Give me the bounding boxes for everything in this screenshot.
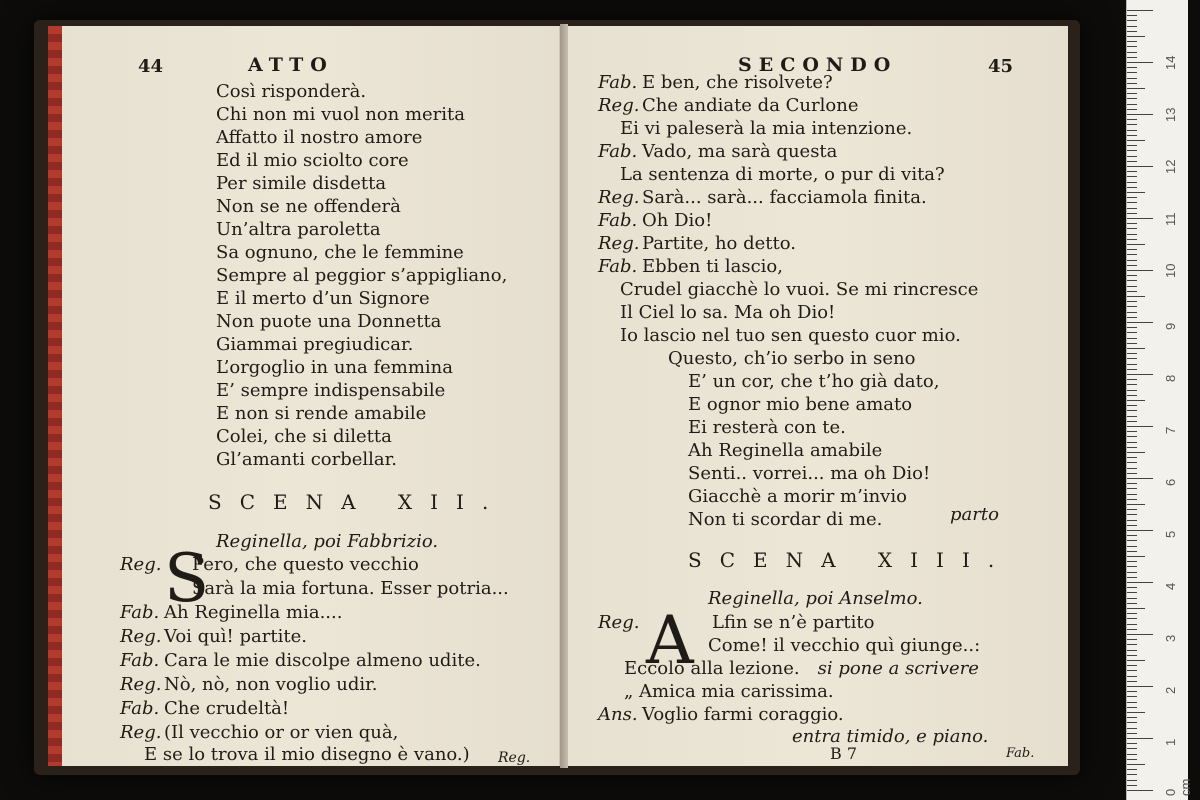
ruler-tick — [1127, 540, 1137, 541]
ruler-tick — [1127, 364, 1137, 365]
ruler-tick — [1127, 150, 1137, 151]
ruler-tick — [1127, 249, 1137, 250]
ruler-tick — [1127, 431, 1137, 432]
ruler-tick — [1127, 462, 1137, 463]
ruler-tick — [1127, 52, 1137, 53]
ruler-tick — [1127, 218, 1153, 219]
left-running-head: ATTO — [248, 54, 334, 76]
ruler-tick — [1127, 176, 1137, 177]
ruler-tick — [1127, 322, 1153, 323]
ruler-number: 8 — [1163, 374, 1178, 382]
dialogue-text: Sarà... sarà... facciamola finita. — [642, 187, 927, 208]
ruler-tick — [1127, 436, 1137, 437]
ruler-tick — [1127, 582, 1153, 583]
ruler-number: 14 — [1163, 55, 1178, 70]
ruler-tick — [1127, 488, 1137, 489]
ruler-tick — [1127, 306, 1137, 307]
ruler-tick — [1127, 301, 1137, 302]
ruler-tick — [1127, 410, 1137, 411]
ruler-tick — [1127, 577, 1137, 578]
speaker-label: Reg. — [120, 626, 162, 647]
ruler-tick — [1127, 728, 1137, 729]
ruler-tick — [1127, 618, 1137, 619]
ruler-tick — [1127, 244, 1145, 245]
ruler-tick — [1127, 504, 1145, 505]
ruler-tick — [1127, 483, 1137, 484]
stage-direction: entra timido, e piano. — [792, 726, 989, 747]
ruler-tick — [1127, 598, 1137, 599]
ruler-number: 12 — [1163, 159, 1178, 174]
ruler-tick — [1127, 738, 1153, 739]
ruler-tick — [1127, 197, 1137, 198]
ruler-tick — [1127, 551, 1137, 552]
ruler-tick — [1127, 374, 1153, 375]
dialogue-line — [120, 554, 419, 575]
dialogue-text: Ah Reginella mia.... — [164, 602, 343, 623]
ruler-tick — [1127, 390, 1137, 391]
ruler-tick — [1127, 182, 1137, 183]
dialogue-line — [598, 612, 875, 633]
ruler-tick — [1127, 93, 1137, 94]
ruler-tick — [1127, 473, 1137, 474]
ruler-tick — [1127, 608, 1145, 609]
ruler-tick — [1127, 520, 1137, 521]
ruler-tick — [1127, 733, 1137, 734]
ruler-tick — [1127, 26, 1137, 27]
speaker-label: Fab. — [120, 698, 160, 719]
dialogue-line — [624, 658, 979, 679]
speaker-label: Fab. — [598, 141, 638, 162]
verse-line: Così risponderà. — [216, 81, 367, 102]
catchword: Fab. — [1006, 746, 1035, 761]
ruler-tick — [1127, 650, 1137, 651]
ruler-tick — [1127, 676, 1137, 677]
ruler-tick — [1127, 395, 1137, 396]
dialogue-line — [598, 141, 837, 162]
verse-line: Per simile disdetta — [216, 173, 387, 194]
ruler-number: 1 — [1163, 738, 1178, 746]
ruler-tick — [1127, 780, 1137, 781]
ruler-number: 9 — [1163, 322, 1178, 330]
speaker-label: Reg. — [120, 722, 162, 743]
ruler-tick — [1127, 629, 1137, 630]
ruler-tick — [1127, 124, 1137, 125]
ruler-tick — [1127, 291, 1137, 292]
ruler-number: 4 — [1163, 582, 1178, 590]
dialogue-line: Ei vi paleserà la mia intenzione. — [620, 118, 913, 139]
ruler-tick — [1127, 234, 1137, 235]
dialogue-line — [120, 674, 377, 695]
drop-capital: A — [646, 602, 694, 679]
ruler-tick — [1127, 166, 1153, 167]
aria-line: Questo, ch’io serbo in seno — [668, 348, 916, 369]
dialogue-line — [120, 626, 307, 647]
ruler-tick — [1127, 572, 1137, 573]
verse-line: Sempre al peggior s’appigliano, — [216, 265, 508, 286]
verse-line: Colei, che si diletta — [216, 426, 392, 447]
dialogue-line — [120, 650, 481, 671]
speaker-label: Ans. — [598, 704, 638, 725]
red-page-edge — [48, 26, 62, 766]
dialogue-line: Il Ciel lo sa. Ma oh Dio! — [620, 302, 836, 323]
ruler-tick — [1127, 478, 1153, 479]
verse-line: E non si rende amabile — [216, 403, 427, 424]
ruler-tick — [1127, 187, 1137, 188]
aria-line: Senti.. vorrei... ma oh Dio! — [688, 463, 931, 484]
ruler-number: 11 — [1163, 212, 1178, 226]
left-page — [48, 26, 560, 766]
verse-line: Affatto il nostro amore — [216, 127, 423, 148]
ruler-tick — [1127, 202, 1137, 203]
scene-persons: Reginella, poi Anselmo. — [708, 588, 923, 609]
ruler-tick — [1127, 566, 1137, 567]
ruler-tick — [1127, 774, 1137, 775]
ruler-tick — [1127, 426, 1153, 427]
ruler-tick — [1127, 447, 1137, 448]
ruler-tick — [1127, 535, 1137, 536]
ruler-tick — [1127, 130, 1137, 131]
ruler-tick — [1127, 332, 1137, 333]
ruler-tick — [1127, 400, 1145, 401]
ruler-tick — [1127, 509, 1137, 510]
ruler-tick — [1127, 156, 1137, 157]
ruler-number: 5 — [1163, 530, 1178, 538]
ruler-tick — [1127, 338, 1137, 339]
verse-line: L’orgoglio in una femmina — [216, 357, 453, 378]
scene-heading: SCENA XII. — [208, 490, 507, 514]
ruler-tick — [1127, 468, 1137, 469]
dialogue-text: E ben, che risolvete? — [642, 72, 833, 93]
ruler-tick — [1127, 707, 1137, 708]
ruler-tick — [1127, 62, 1153, 63]
ruler-tick — [1127, 145, 1137, 146]
ruler-tick — [1127, 592, 1137, 593]
verse-line: Non se ne offenderà — [216, 196, 401, 217]
ruler-tick — [1127, 41, 1137, 42]
ruler-tick — [1127, 260, 1137, 261]
dialogue-line — [598, 704, 844, 725]
dialogue-line: Come! il vecchio quì giunge..: — [708, 635, 981, 656]
ruler-tick — [1127, 764, 1145, 765]
ruler-tick — [1127, 228, 1137, 229]
aria-line: E ognor mio bene amato — [688, 394, 913, 415]
ruler-tick — [1127, 514, 1137, 515]
scene-heading: SCENA XIII. — [688, 548, 1013, 572]
dialogue-text: Vado, ma sarà questa — [642, 141, 838, 162]
ruler-tick — [1127, 192, 1145, 193]
ruler-tick — [1127, 296, 1145, 297]
ruler-tick — [1127, 343, 1137, 344]
speaker-label: Reg. — [120, 674, 162, 695]
ruler-tick — [1127, 379, 1137, 380]
ruler-unit-label: 0 cm — [1163, 778, 1193, 796]
ruler-tick — [1127, 722, 1137, 723]
ruler-tick — [1127, 416, 1137, 417]
ruler-tick — [1127, 140, 1145, 141]
ruler-tick — [1127, 358, 1137, 359]
ruler-tick — [1127, 712, 1145, 713]
left-page-number: 44 — [138, 56, 164, 77]
ruler-tick — [1127, 353, 1137, 354]
ruler-tick — [1127, 15, 1137, 16]
ruler-tick — [1127, 78, 1137, 79]
ruler-tick — [1127, 10, 1153, 11]
ruler-tick — [1127, 369, 1137, 370]
stage-direction: si pone a scrivere — [817, 658, 979, 679]
ruler-tick — [1127, 457, 1137, 458]
ruler-tick — [1127, 665, 1137, 666]
ruler-tick — [1127, 286, 1137, 287]
dialogue-line — [598, 256, 783, 277]
aria-line: Ah Reginella amabile — [688, 440, 883, 461]
right-running-head: SECONDO — [738, 54, 898, 76]
ruler-tick — [1127, 109, 1137, 110]
ruler-tick — [1127, 119, 1137, 120]
verse-line: Giammai pregiudicar. — [216, 334, 414, 355]
dialogue-text: Lfin se n’è partito — [712, 612, 875, 633]
scene-persons: Reginella, poi Fabbrizio. — [216, 531, 439, 552]
ruler-tick — [1127, 280, 1137, 281]
dialogue-line — [598, 187, 927, 208]
dialogue-text: Pero, che questo vecchio — [192, 554, 419, 575]
drop-capital: S — [164, 540, 210, 617]
dialogue-text: Cara le mie discolpe almeno udite. — [164, 650, 481, 671]
ruler-tick — [1127, 525, 1137, 526]
ruler-tick — [1127, 223, 1137, 224]
right-page-number: 45 — [988, 56, 1014, 77]
ruler-tick — [1127, 759, 1137, 760]
signature-mark: B 7 — [830, 744, 858, 763]
ruler-tick — [1127, 213, 1137, 214]
ruler-tick — [1127, 405, 1137, 406]
verse-line: Non puote una Donnetta — [216, 311, 442, 332]
ruler-tick — [1127, 72, 1137, 73]
ruler-tick — [1127, 681, 1137, 682]
ruler-tick — [1127, 790, 1153, 791]
right-page — [568, 26, 1068, 766]
ruler-tick — [1127, 613, 1137, 614]
dialogue-text: Partite, ho detto. — [642, 233, 796, 254]
ruler-number: 10 — [1163, 263, 1178, 278]
ruler-tick — [1127, 696, 1137, 697]
ruler-tick — [1127, 561, 1137, 562]
ruler-tick — [1127, 31, 1137, 32]
ruler-tick — [1127, 634, 1153, 635]
speaker-label: Reg. — [598, 612, 640, 633]
speaker-label: Fab. — [120, 602, 160, 623]
ruler-tick — [1127, 327, 1137, 328]
dialogue-line — [598, 233, 796, 254]
ruler-tick — [1127, 46, 1137, 47]
speaker-label: Fab. — [598, 256, 638, 277]
dialogue-line — [120, 602, 342, 623]
verse-line: Sa ognuno, che le femmine — [216, 242, 464, 263]
ruler-tick — [1127, 348, 1145, 349]
dialogue-text: Che andiate da Curlone — [642, 95, 859, 116]
ruler-tick — [1127, 754, 1137, 755]
ruler-tick — [1127, 452, 1145, 453]
dialogue-text: Che crudeltà! — [164, 698, 290, 719]
dialogue-line: La sentenza di morte, o pur di vita? — [620, 164, 945, 185]
ruler-tick — [1127, 384, 1137, 385]
dialogue-line — [120, 698, 289, 719]
ruler-tick — [1127, 499, 1137, 500]
ruler-tick — [1127, 546, 1137, 547]
ruler-number: 2 — [1163, 686, 1178, 694]
ruler-tick — [1127, 670, 1137, 671]
dialogue-line — [598, 95, 858, 116]
ruler-tick — [1127, 20, 1137, 21]
ruler-tick — [1127, 312, 1137, 313]
ruler-tick — [1127, 785, 1137, 786]
ruler-tick — [1127, 587, 1137, 588]
ruler-tick — [1127, 98, 1137, 99]
ruler-tick — [1127, 254, 1137, 255]
ruler-tick — [1127, 161, 1137, 162]
dialogue-line — [598, 72, 833, 93]
dialogue-line: Sarà la mia fortuna. Esser potria... — [192, 578, 509, 599]
ruler-tick — [1127, 135, 1137, 136]
dialogue-text: Nò, nò, non voglio udir. — [164, 674, 378, 695]
speaker-label: Reg. — [598, 233, 640, 254]
ruler-tick — [1127, 660, 1145, 661]
dialogue-text: Voi quì! partite. — [164, 626, 307, 647]
dialogue-text: Voglio farmi coraggio. — [642, 704, 844, 725]
ruler-tick — [1127, 317, 1137, 318]
ruler-tick — [1127, 644, 1137, 645]
verse-line: E’ sempre indispensabile — [216, 380, 446, 401]
ruler-tick — [1127, 208, 1137, 209]
ruler-tick — [1127, 442, 1137, 443]
ruler-tick — [1127, 265, 1137, 266]
verse-line: Ed il mio sciolto core — [216, 150, 409, 171]
verse-line: E il merto d’un Signore — [216, 288, 430, 309]
ruler-tick — [1127, 57, 1137, 58]
ruler-number: 3 — [1163, 634, 1178, 642]
ruler-tick — [1127, 270, 1153, 271]
ruler-number: 13 — [1163, 107, 1178, 122]
dialogue-line: Crudel giacchè lo vuoi. Se mi rincresce — [620, 279, 979, 300]
dialogue-text: Ebben ti lascio, — [642, 256, 783, 277]
ruler-tick — [1127, 624, 1137, 625]
ruler-tick — [1127, 171, 1137, 172]
ruler-tick — [1127, 104, 1137, 105]
ruler-number: 7 — [1163, 426, 1178, 434]
aria-line: E’ un cor, che t’ho già dato, — [688, 371, 940, 392]
dialogue-text: (Il vecchio or or vien quà, — [164, 722, 399, 743]
ruler-tick — [1127, 239, 1137, 240]
measuring-ruler — [1126, 0, 1193, 800]
verse-line: Un’altra paroletta — [216, 219, 381, 240]
speaker-label: Reg. — [598, 95, 640, 116]
speaker-label: Reg. — [120, 554, 162, 575]
ruler-tick — [1127, 88, 1145, 89]
speaker-label: Fab. — [120, 650, 160, 671]
ruler-tick — [1127, 275, 1137, 276]
speaker-label: Fab. — [598, 210, 638, 231]
ruler-tick — [1127, 748, 1137, 749]
ruler-tick — [1127, 655, 1137, 656]
dialogue-text: Oh Dio! — [642, 210, 713, 231]
stage-direction: parto — [950, 504, 999, 525]
ruler-tick — [1127, 702, 1137, 703]
ruler-tick — [1127, 67, 1137, 68]
dialogue-line: „ Amica mia carissima. — [624, 681, 834, 702]
ruler-tick — [1127, 83, 1137, 84]
ruler-tick — [1127, 717, 1137, 718]
open-book — [34, 20, 1080, 775]
speaker-label: Fab. — [598, 72, 638, 93]
ruler-tick — [1127, 114, 1153, 115]
verse-line: Gl’amanti corbellar. — [216, 449, 397, 470]
ruler-tick — [1127, 743, 1137, 744]
ruler-tick — [1127, 421, 1137, 422]
book-gutter — [560, 24, 568, 768]
ruler-tick — [1127, 686, 1153, 687]
aria-line: Non ti scordar di me. — [688, 509, 883, 530]
ruler-tick — [1127, 530, 1153, 531]
ruler-tick — [1127, 769, 1137, 770]
catchword: Reg. — [498, 750, 531, 766]
dialogue-line — [598, 210, 712, 231]
ruler-tick — [1127, 556, 1145, 557]
dialogue-line: E se lo trova il mio disegno è vano.) — [144, 744, 470, 765]
aria-line: Giacchè a morir m’invio — [688, 486, 907, 507]
aria-line: Ei resterà con te. — [688, 417, 846, 438]
ruler-tick — [1127, 691, 1137, 692]
dialogue-text: Eccolo alla lezione. — [624, 658, 800, 679]
dialogue-line — [120, 722, 398, 743]
ruler-number: 6 — [1163, 478, 1178, 486]
ruler-tick — [1127, 494, 1137, 495]
dialogue-line: Io lascio nel tuo sen questo cuor mio. — [620, 325, 961, 346]
verse-line: Chi non mi vuol non merita — [216, 104, 466, 125]
ruler-tick — [1127, 639, 1137, 640]
speaker-label: Reg. — [598, 187, 640, 208]
ruler-tick — [1127, 36, 1145, 37]
ruler-tick — [1127, 603, 1137, 604]
